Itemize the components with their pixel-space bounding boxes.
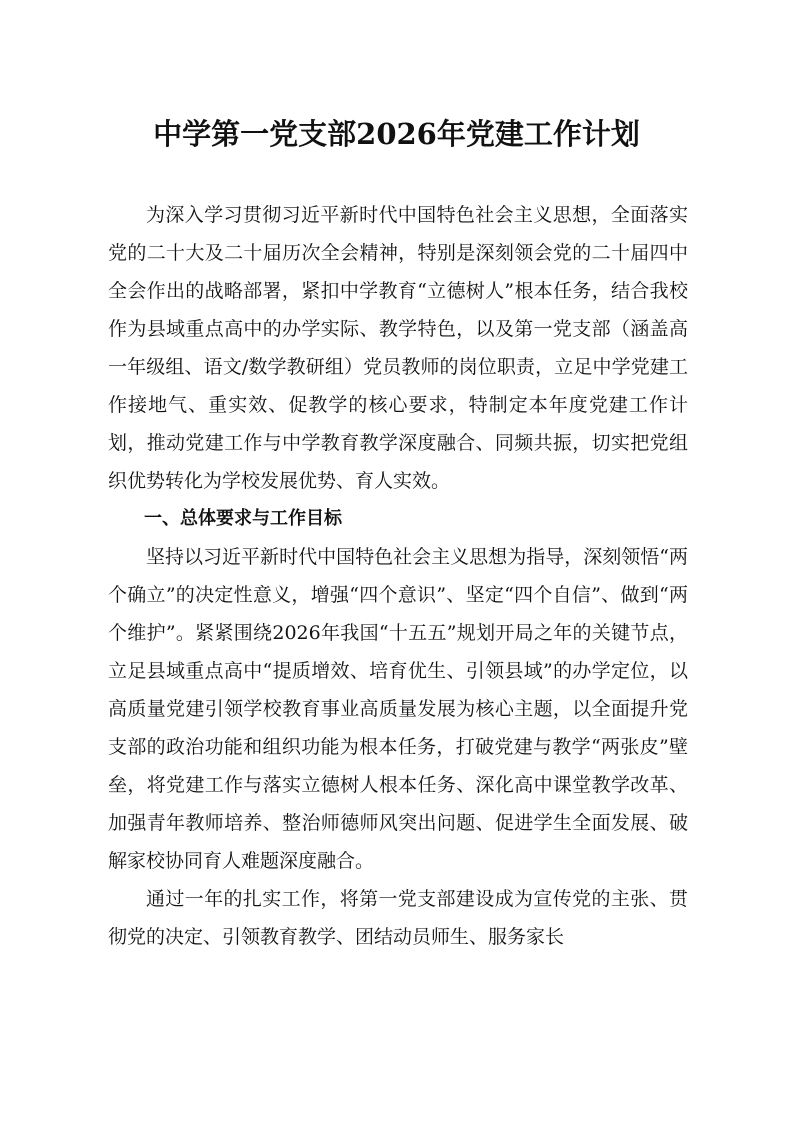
section-1-paragraph-1: 坚持以习近平新时代中国特色社会主义思想为指导，深刻领悟“两个确立”的决定性意义，增强“四个意识”、坚定“四个自信”、做到“两个维护”。紧紧围绕2026年我国“十五五”规划开局之年的关键节点，立足县域重点高中“提质增效、培育优生、引领县域”的办学定位，以高质量党建引领学校教育事业高质量发展为核心主题，以全面提升党支部的政治功能和组织功能为根本任务，打破党建与教学“两张皮”壁垒，将党建工作与落实立德树人根本任务、深化高中课堂教学改革、加强青年教师培养、整治师德师风突出问题、促进学生全面发展、破解家校协同育人难题深度融合。 <box>108 546 688 872</box>
section-1-paragraph-2: 通过一年的扎实工作，将第一党支部建设成为宣传党的主张、贯彻党的决定、引领教育教学、团结动员师生、服务家长 <box>108 888 688 948</box>
section-heading-1: 一、总体要求与工作目标 <box>144 508 342 529</box>
document-body <box>108 196 688 956</box>
intro-paragraph: 为深入学习贯彻习近平新时代中国特色社会主义思想，全面落实党的二十大及二十届历次全会精神，特别是深刻领会党的二十届四中全会作出的战略部署，紧扣中学教育“立德树人”根本任务，结合我校作为县域重点高中的办学实际、教学特色，以及第一党支部（涵盖高一年级组、语文/数学教研组）党员教师的岗位职责，立足中学党建工作接地气、重实效、促教学的核心要求，特制定本年度党建工作计划，推动党建工作与中学教育教学深度融合、同频共振，切实把党组织优势转化为学校发展优势、育人实效。 <box>108 204 688 492</box>
document-title: 中学第一党支部2026年党建工作计划 <box>153 117 640 151</box>
